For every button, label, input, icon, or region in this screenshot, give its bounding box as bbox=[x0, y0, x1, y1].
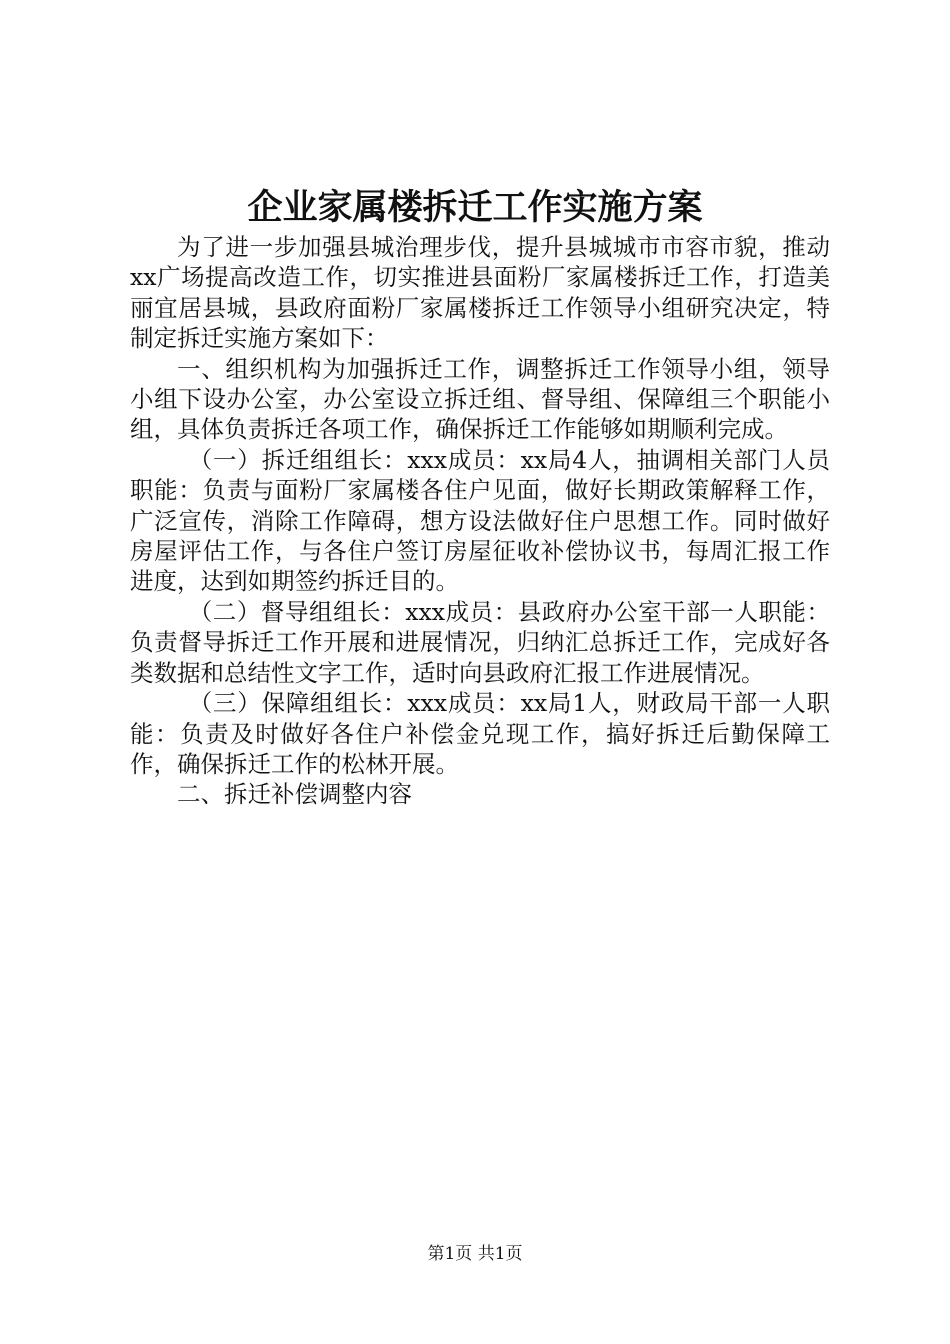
page-number-footer: 第1页 共1页 bbox=[427, 1244, 523, 1264]
section-1-paragraph: 一、组织机构为加强拆迁工作，调整拆迁工作领导小组，领导小组下设办公室，办公室设立拆迁组、督导组、保障组三个职能小组，具体负责拆迁各项工作，确保拆迁工作能够如期顺利完成。 bbox=[130, 354, 830, 444]
section-2-heading: 二、拆迁补偿调整内容 bbox=[177, 780, 412, 809]
subsection-support-group: （三）保障组组长：xxx成员：xx局1人，财政局干部一人职能：负责及时做好各住户补偿金兑现工作，搞好拆迁后勤保障工作，确保拆迁工作的松林开展。 bbox=[130, 689, 830, 778]
subsection-demolition-group: （一）拆迁组组长：xxx成员：xx局4人，抽调相关部门人员职能：负责与面粉厂家属楼各住户见面，做好长期政策解释工作，广泛宣传，消除工作障碍，想方设法做好住户思想工作。同时做好房屋评估工作，与各住户签订房屋征收补偿协议书，每周汇报工作进度，达到如期签约拆迁目的。 bbox=[130, 445, 830, 596]
document-title: 企业家属楼拆迁工作实施方案 bbox=[247, 187, 703, 228]
document-body bbox=[130, 232, 830, 810]
intro-paragraph: 为了进一步加强县城治理步伐，提升县城城市市容市貌，推动xx广场提高改造工作，切实推进县面粉厂家属楼拆迁工作，打造美丽宜居县城，县政府面粉厂家属楼拆迁工作领导小组研究决定，特制定拆迁实施方案如下： bbox=[130, 233, 830, 353]
subsection-supervision-group: （二）督导组组长：xxx成员：县政府办公室干部一人职能：负责督导拆迁工作开展和进展情况，归纳汇总拆迁工作，完成好各类数据和总结性文字工作，适时向县政府汇报工作进展情况。 bbox=[130, 597, 830, 687]
